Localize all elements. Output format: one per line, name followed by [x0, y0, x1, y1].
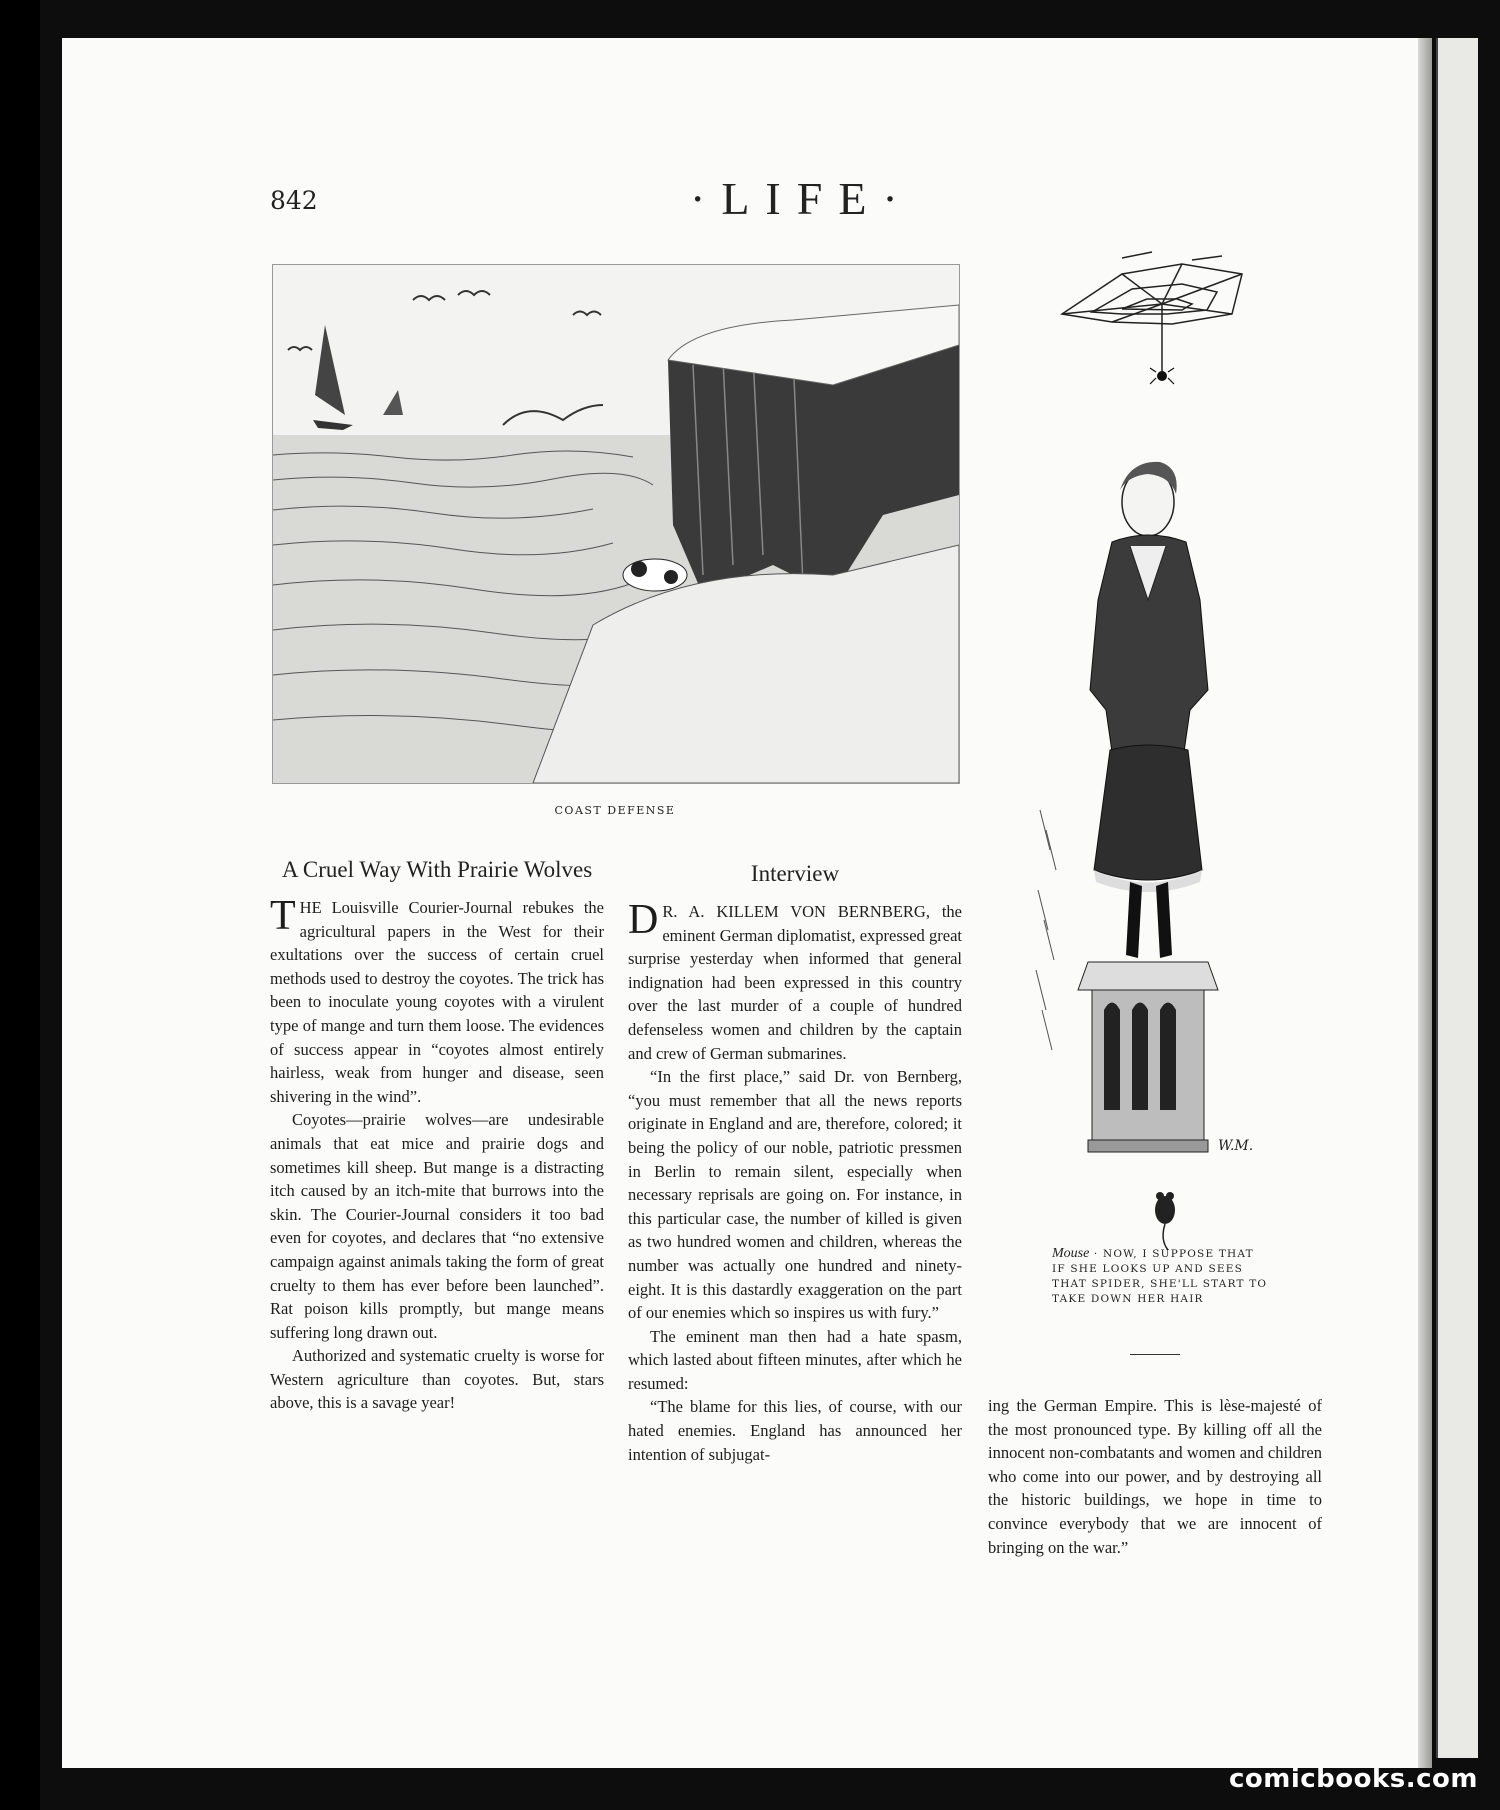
article-paragraph: The eminent man then had a hate spasm, which lasted about fifteen minutes, after which he resumed:	[628, 1326, 962, 1393]
speaker-label: Mouse	[1052, 1246, 1090, 1261]
watermark: comicbooks.com	[1228, 1764, 1478, 1794]
drop-cap: T	[270, 893, 296, 939]
article-paragraph: “In the first place,” said Dr. von Bernberg, “you must remember that all the news reports originate in England and are, therefore, colored; it being the policy of our noble, patriotic pressmen in Berlin to remain silent, especially when necessary reprisals are going on. For instance, in this particular case, the number of killed is given as two hundred women and children, whereas the number was actually one hundred and ninety-eight. It is this dastardly exaggeration on the part of our enemies which so inspires us with fury.”	[628, 1067, 962, 1323]
article-interview-continuation	[988, 1394, 1322, 1559]
article-prairie-wolves	[270, 856, 604, 1415]
page-gutter-shadow	[1418, 38, 1432, 1768]
article-paragraph: THE Louisville Courier-Journal rebukes the agricultural papers in the West for their exultations over the success of certain cruel methods used to destroy the coyotes. The trick has been to inoculate young coyotes with a virulent type of mange and turn them loose. The evidences of success appear in “coyotes almost entirely hairless, weak from hunger and disease, seen shivering in the wind”.	[270, 893, 604, 1106]
article-paragraph: “The blame for this lies, of course, with our hated enemies. England has announced her intention of subjugat-	[628, 1397, 962, 1464]
woman-on-pedestal-illustration	[1030, 450, 1266, 1270]
drop-cap: D	[628, 897, 659, 943]
page-number: 842	[270, 186, 318, 215]
section-divider	[1130, 1354, 1180, 1355]
cartoon-signature: W.M.	[1218, 1138, 1254, 1154]
article-paragraph: ing the German Empire. This is lèse-majesté of the most pronounced type. By killing off all the innocent non-combatants and women and children who come into our power, and by destroying all the historic buildings, we hope in time to convince everybody that we are innocent of bringing on the war.”	[988, 1396, 1322, 1557]
article-headline: Interview	[750, 861, 840, 886]
article-interview	[628, 860, 962, 1466]
caption-text: NOW, I SUPPOSE THAT IF SHE LOOKS UP AND SEES THAT SPIDER, SHE'LL START TO TAKE DOWN HER HAIR	[1052, 1248, 1268, 1305]
article-paragraph: D R. A. KILLEM VON BERNBERG, the eminent German diplomatist, expressed great surprise yesterday when informed that general indignation had been expressed in this country over the last murder of a couple of hundred defenseless women and children by the captain and crew of German submarines.	[628, 897, 962, 1063]
article-paragraph: Authorized and systematic cruelty is worse for Western agriculture than coyotes. But, stars above, this is a savage year!	[270, 1346, 604, 1413]
article-paragraph: Coyotes—prairie wolves—are undesirable animals that eat mice and prairie dogs and sometimes kill sheep. But mange is a distracting itch caused by an itch-mite that burrows into the skin. The Courier-Journal considers it too bad even for coyotes, and declares that “no extensive campaign against animals taking the form of great cruelty to them has ever before been launched”. Rat poison kills promptly, but mange means suffering long drawn out.	[270, 1110, 604, 1342]
coast-defense-illustration	[272, 264, 960, 784]
article-headline: A Cruel Way With Prairie Wolves	[281, 857, 593, 882]
mouse-cartoon-caption: Mouse · NOW, I SUPPOSE THAT IF SHE LOOKS UP AND SEES THAT SPIDER, SHE'LL START TO TAKE DOWN HER HAIR	[1052, 1246, 1268, 1305]
illustration-caption: COAST DEFENSE	[554, 804, 676, 817]
masthead: ·LIFE·	[690, 173, 914, 224]
scan-edge	[0, 0, 40, 1810]
spider-web-illustration	[1052, 244, 1252, 404]
back-page-edge	[1436, 38, 1478, 1758]
